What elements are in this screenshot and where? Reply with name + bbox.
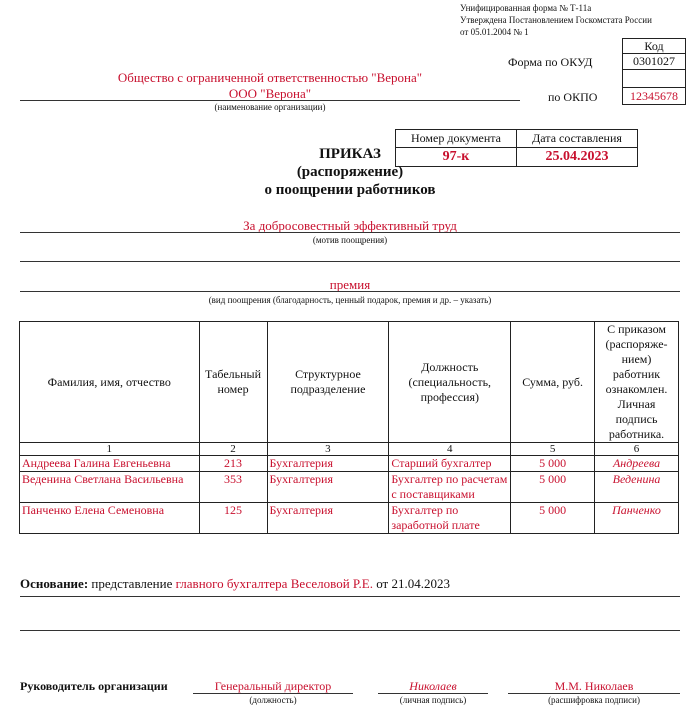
signature-label: Руководитель организации <box>20 679 168 693</box>
col-number: 4 <box>389 443 511 456</box>
title-prikaz: ПРИКАЗ <box>319 146 381 162</box>
basis-underline <box>20 596 680 597</box>
col-header-ack: С приказом (распоряже-нием) работник ознакомлен. Личная подпись работника. <box>595 322 679 443</box>
reward-underline <box>20 291 680 292</box>
cell-sum: 5 000 <box>511 472 595 503</box>
okpo-label: по ОКПО <box>548 90 598 104</box>
employees-table <box>19 321 679 534</box>
col-header-sum: Сумма, руб. <box>511 322 595 443</box>
col-number: 5 <box>511 443 595 456</box>
doc-date-label: Дата составления <box>517 130 638 148</box>
cell-signature: Андреева <box>595 456 679 472</box>
col-header-tabnum: Табельный номер <box>199 322 267 443</box>
org-caption: (наименование организации) <box>214 102 326 112</box>
okud-value: 0301027 <box>622 53 686 70</box>
code-empty-cell <box>622 69 686 88</box>
doc-number-label: Номер документа <box>396 130 517 148</box>
cell-name: Панченко Елена Семеновна <box>20 503 200 534</box>
org-underline <box>20 100 520 101</box>
title-rasp: (распоряжение) <box>296 164 404 180</box>
org-short-name: ООО "Верона" <box>228 86 312 101</box>
motive-caption: (мотив поощрения) <box>312 235 388 245</box>
code-header-cell: Код <box>622 38 686 54</box>
cell-position: Бухгалтер по расчетам с поставщиками <box>389 472 511 503</box>
form-name: Унифицированная форма № Т-11а <box>460 3 592 13</box>
cell-dept: Бухгалтерия <box>267 503 389 534</box>
doc-date-value: 25.04.2023 <box>517 148 638 167</box>
sign-underline <box>378 693 488 694</box>
approved-date: от 05.01.2004 № 1 <box>460 27 529 37</box>
basis-prefix: представление <box>91 576 173 591</box>
basis-line <box>20 576 450 592</box>
col-header-name: Фамилия, имя, отчество <box>20 322 200 443</box>
decoding-caption: (расшифровка подписи) <box>548 695 640 705</box>
col-number: 2 <box>199 443 267 456</box>
col-header-dept: Структурное подразделение <box>267 322 389 443</box>
cell-sum: 5 000 <box>511 456 595 472</box>
position-underline <box>193 693 353 694</box>
cell-position: Бухгалтер по заработной плате <box>389 503 511 534</box>
okud-label: Форма по ОКУД <box>508 55 593 69</box>
cell-tabnum: 353 <box>199 472 267 503</box>
title-subject: о поощрении работников <box>264 182 436 198</box>
signature-position: Генеральный директор <box>214 679 332 693</box>
sign-caption: (личная подпись) <box>399 695 467 705</box>
motive-value: За добросовестный эффективный труд <box>243 218 457 233</box>
table-row <box>20 472 679 503</box>
col-header-position: Должность (специальность, профессия) <box>389 322 511 443</box>
reward-caption: (вид поощрения (благодарность, ценный подарок, премия и др. – указать) <box>208 295 492 305</box>
table-row <box>20 456 679 472</box>
signature-sign: Николаев <box>409 679 457 693</box>
decoding-underline <box>508 693 680 694</box>
basis-extra-line <box>20 630 680 631</box>
cell-name: Веденина Светлана Васильевна <box>20 472 200 503</box>
basis-suffix: от 21.04.2023 <box>376 576 450 591</box>
cell-sum: 5 000 <box>511 503 595 534</box>
motive-extra-line <box>20 261 680 262</box>
basis-value: главного бухгалтера Веселовой Р.Е. <box>175 576 373 591</box>
okpo-value: 12345678 <box>622 87 686 105</box>
basis-label: Основание: <box>20 576 89 591</box>
doc-number-value: 97-к <box>396 148 517 167</box>
org-full-name: Общество с ограниченной ответственностью "Верона" <box>117 70 423 85</box>
cell-name: Андреева Галина Евгеньевна <box>20 456 200 472</box>
motive-underline <box>20 232 680 233</box>
cell-dept: Бухгалтерия <box>267 456 389 472</box>
cell-signature: Веденина <box>595 472 679 503</box>
cell-dept: Бухгалтерия <box>267 472 389 503</box>
cell-tabnum: 213 <box>199 456 267 472</box>
cell-position: Старший бухгалтер <box>389 456 511 472</box>
col-number: 3 <box>267 443 389 456</box>
reward-value: премия <box>329 277 371 292</box>
form-header <box>460 2 652 38</box>
table-row <box>20 503 679 534</box>
col-number: 1 <box>20 443 200 456</box>
cell-signature: Панченко <box>595 503 679 534</box>
signature-decoding: М.М. Николаев <box>554 679 634 693</box>
cell-tabnum: 125 <box>199 503 267 534</box>
position-caption: (должность) <box>249 695 297 705</box>
col-number: 6 <box>595 443 679 456</box>
approved-text: Утверждена Постановлением Госкомстата России <box>460 15 652 25</box>
doc-title <box>240 145 460 199</box>
